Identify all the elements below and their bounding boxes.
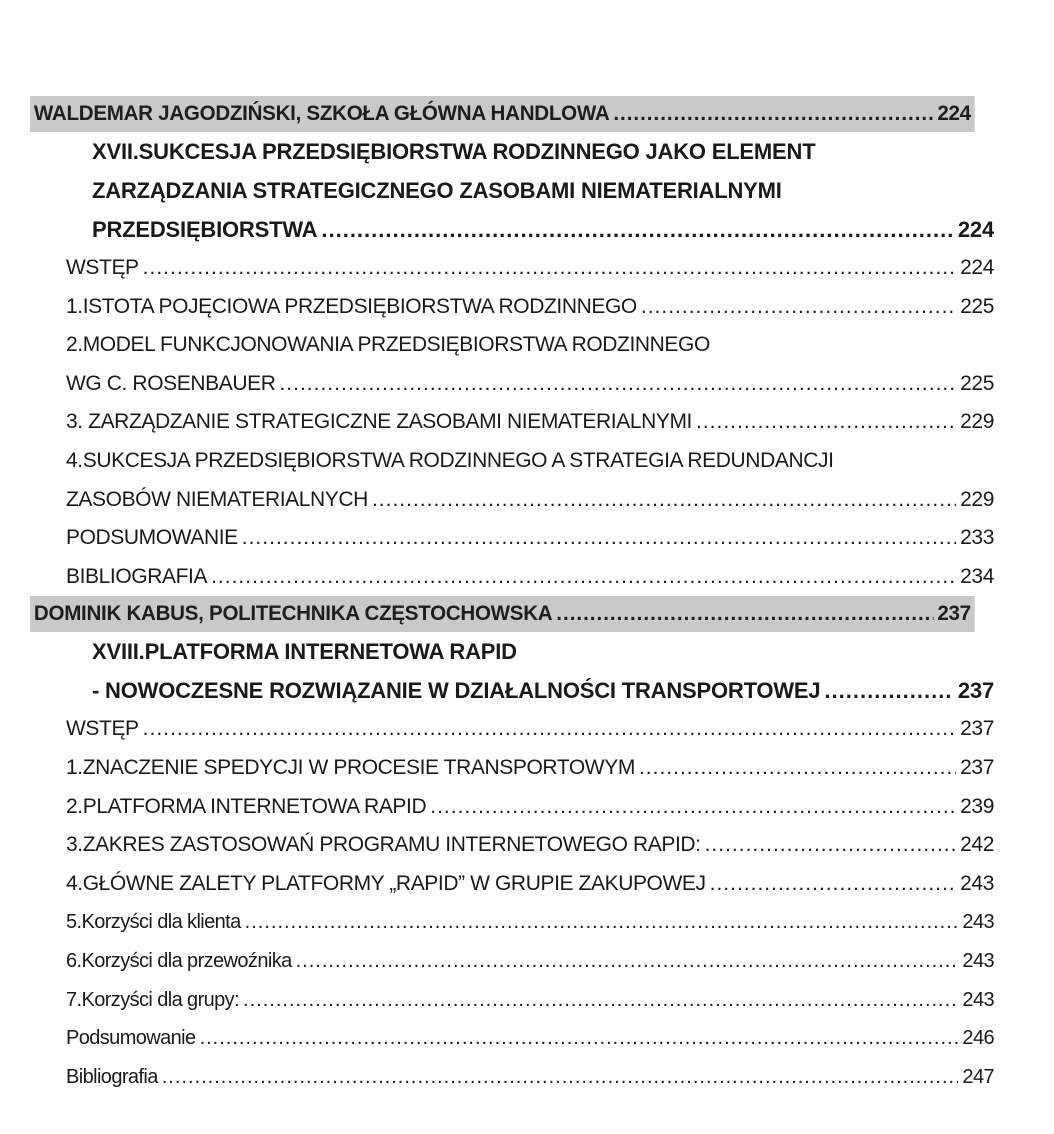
page-number: 233 bbox=[960, 526, 994, 550]
author-heading bbox=[30, 96, 975, 132]
entry-title: 2.MODEL FUNKCJONOWANIA PRZEDSIĘBIORSTWA RODZINNEGO bbox=[66, 333, 710, 357]
page-number: 237 bbox=[960, 755, 994, 779]
toc-entry bbox=[30, 288, 994, 327]
entry-title: 3. ZARZĄDZANIE STRATEGICZNE ZASOBAMI NIEMATERIALNYMI bbox=[66, 410, 692, 434]
author-name: WALDEMAR JAGODZIŃSKI, SZKOŁA GŁÓWNA HANDLOWA bbox=[33, 102, 610, 125]
entry-title: Bibliografia bbox=[66, 1065, 158, 1088]
entry-title: 4.GŁÓWNE ZALETY PLATFORMY „RAPID” W GRUPIE ZAKUPOWEJ bbox=[66, 871, 706, 895]
entry-title: BIBLIOGRAFIA bbox=[66, 564, 208, 588]
entry-title: 1.ISTOTA POJĘCIOWA PRZEDSIĘBIORSTWA RODZINNEGO bbox=[66, 294, 637, 318]
page-number: 224 bbox=[960, 256, 994, 279]
dot-leader bbox=[143, 249, 956, 288]
dot-leader bbox=[705, 826, 957, 865]
dot-leader bbox=[143, 710, 956, 749]
dot-leader bbox=[296, 942, 959, 981]
page-number: 225 bbox=[960, 294, 994, 318]
toc-entry bbox=[30, 519, 994, 558]
dot-leader bbox=[321, 210, 954, 249]
entry-title: 5.Korzyści dla klienta bbox=[66, 911, 241, 934]
author-heading bbox=[30, 596, 975, 632]
entry-title: 4.SUKCESJA PRZEDSIĘBIORSTWA RODZINNEGO A STRATEGIA REDUNDANCJI bbox=[66, 448, 834, 472]
page-number: 237 bbox=[937, 602, 971, 626]
toc-entry bbox=[30, 558, 994, 597]
dot-leader bbox=[641, 288, 956, 327]
dot-leader bbox=[556, 596, 933, 632]
page-number: 243 bbox=[962, 949, 994, 972]
entry-title: 2.PLATFORMA INTERNETOWA RAPID bbox=[66, 794, 427, 818]
toc-entry bbox=[30, 1058, 994, 1097]
page-number: 243 bbox=[962, 988, 994, 1011]
toc-entry bbox=[30, 403, 994, 442]
dot-leader bbox=[162, 1058, 959, 1097]
chapter-title-text: PRZEDSIĘBIORSTWA bbox=[92, 217, 318, 242]
chapter-title-text: - NOWOCZESNE ROZWIĄZANIE W DZIAŁALNOŚCI TRANSPORTOWEJ bbox=[92, 678, 821, 704]
dot-leader bbox=[245, 903, 959, 942]
toc-entry bbox=[30, 981, 994, 1020]
page-number: 247 bbox=[962, 1065, 994, 1088]
page-number: 224 bbox=[957, 217, 994, 242]
page-number: 243 bbox=[962, 911, 994, 934]
toc-entry bbox=[30, 481, 994, 520]
toc-entry bbox=[30, 942, 994, 981]
toc-entry bbox=[30, 365, 994, 404]
entry-title: WSTĘP bbox=[66, 256, 139, 279]
dot-leader bbox=[242, 519, 956, 558]
dot-leader bbox=[824, 671, 953, 710]
chapter-title-last-line bbox=[92, 671, 994, 710]
entry-title: WG C. ROSENBAUER bbox=[66, 371, 276, 395]
chapter-title-line: ZARZĄDZANIA STRATEGICZNEGO ZASOBAMI NIEMATERIALNYMI bbox=[92, 178, 782, 203]
dot-leader bbox=[372, 481, 956, 520]
toc-entry bbox=[30, 865, 994, 904]
toc-entry bbox=[30, 903, 994, 942]
chapter-title-last-line bbox=[92, 210, 994, 249]
entry-title: WSTĘP bbox=[66, 717, 139, 741]
toc-entry bbox=[30, 249, 994, 288]
toc-entry-continued bbox=[30, 442, 994, 481]
page-number: 225 bbox=[960, 371, 994, 395]
chapter-title-line: XVIII.PLATFORMA INTERNETOWA RAPID bbox=[92, 639, 517, 665]
toc-entry-continued bbox=[30, 326, 994, 365]
entry-title: 7.Korzyści dla grupy: bbox=[66, 988, 240, 1011]
page-number: 246 bbox=[962, 1027, 994, 1050]
chapter-title bbox=[30, 632, 994, 710]
entry-title: 3.ZAKRES ZASTOSOWAŃ PROGRAMU INTERNETOWEGO RAPID: bbox=[66, 833, 701, 857]
entry-title: PODSUMOWANIE bbox=[66, 526, 238, 550]
dot-leader bbox=[613, 96, 933, 132]
page-number: 239 bbox=[960, 794, 994, 818]
dot-leader bbox=[639, 749, 956, 788]
toc-entry bbox=[30, 788, 994, 827]
dot-leader bbox=[243, 981, 958, 1020]
chapter-title bbox=[30, 132, 994, 249]
page-number: 237 bbox=[957, 678, 994, 704]
dot-leader bbox=[279, 365, 956, 404]
toc-entry bbox=[30, 749, 994, 788]
page-number: 243 bbox=[960, 871, 994, 895]
author-name: DOMINIK KABUS, POLITECHNIKA CZĘSTOCHOWSKA bbox=[33, 602, 553, 626]
page-number: 224 bbox=[937, 102, 971, 125]
entry-title: ZASOBÓW NIEMATERIALNYCH bbox=[66, 487, 368, 511]
entry-title: 1.ZNACZENIE SPEDYCJI W PROCESIE TRANSPORTOWYM bbox=[66, 755, 635, 779]
page-number: 229 bbox=[960, 410, 994, 434]
page-number: 237 bbox=[960, 717, 994, 741]
dot-leader bbox=[200, 1019, 959, 1058]
dot-leader bbox=[710, 865, 957, 904]
dot-leader bbox=[211, 558, 956, 597]
dot-leader bbox=[696, 403, 956, 442]
page-number: 229 bbox=[960, 487, 994, 511]
entry-title: 6.Korzyści dla przewoźnika bbox=[66, 949, 292, 972]
toc-entry bbox=[30, 710, 994, 749]
toc-entry bbox=[30, 826, 994, 865]
dot-leader bbox=[430, 788, 956, 827]
entry-title: Podsumowanie bbox=[66, 1027, 196, 1050]
chapter-title-line: XVII.SUKCESJA PRZEDSIĘBIORSTWA RODZINNEGO JAKO ELEMENT bbox=[92, 139, 816, 164]
page-number: 234 bbox=[960, 564, 994, 588]
toc-entry bbox=[30, 1019, 994, 1058]
page-number: 242 bbox=[960, 833, 994, 857]
table-of-contents bbox=[30, 96, 994, 1096]
